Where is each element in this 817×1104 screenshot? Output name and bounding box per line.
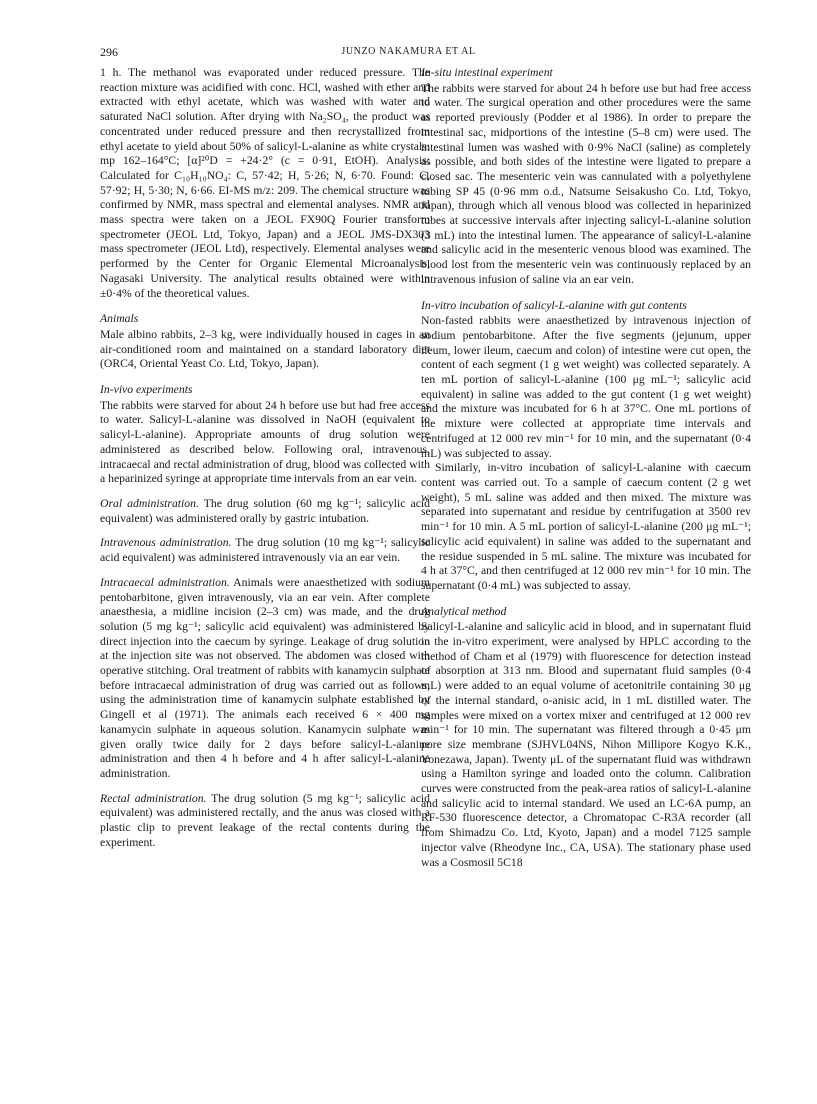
running-title: JUNZO NAKAMURA ET AL [341,46,476,57]
intracaecal-administration-paragraph [100,576,430,782]
oral-administration-paragraph [100,497,430,526]
intracaecal-administration-text: Animals were anaesthetized with sodium pentobarbitone, given intravenously, via an ear vein. After complete anaesthesia, a midline incision (2–3 cm) was made, and the drug solution (5 mg kg⁻¹; salicylic acid equivalent) was administered by direct injection into the caecum by syringe. Leakage of drug solution at the injection site was not observed. The abdomen was closed with operative stitching. Oral treatment of rabbits with kanamycin sulphate before intracaecal administration of drug was carried out as follows, using the administration time of kanamycin sulphate established by Gingell et al (1971). The animals each received 6 × 400 mg kanamycin sulphate in aqueous solution. Kanamycin sulphate was given orally twice daily for 2 days before salicyl-L-alanine administration and then 4 h before and 4 h after salicyl-L-alanine administration. [100,575,430,780]
rectal-administration-text: The drug solution (5 mg kg⁻¹; salicylic acid equivalent) was administered rectally, and the anus was closed with a plastic clip to prevent leakage of the rectal contents during the experiment. [100,791,431,849]
intracaecal-administration-label: Intracaecal administration. [100,575,230,589]
oral-administration-label: Oral administration. [100,496,199,510]
in-vitro-paragraph-2: Similarly, in-vitro incubation of salicyl-L-alanine with caecum content was carried out. To a sample of caecum content (2 g wet weight), 5 mL saline was added and then mixed. The mixture was separated into supernatant and residue by centrifugation at 3500 rev min⁻¹ for 10 min. A 5 mL portion of salicyl-L-alanine (200 μg mL⁻¹; salicylic acid equivalent) in saline was added to the supernatant and the residue suspended in 5 mL saline. The mixture was incubated for 4 h at 37°C, and then centrifuged at 12 000 rev min⁻¹ for 10 min. The supernatant (0·4 mL) was subjected to assay. [421,461,751,592]
in-vivo-paragraph: The rabbits were starved for about 24 h before use but had free access to water. Salicyl-L-alanine was dissolved in NaOH (equivalent to salicyl-L-alanine). Appropriate amounts of drug solution were administered as described below. Following oral, intravenous, intracaecal and rectal administration of drug, blood was collected with a heparinized syringe at appropriate time intervals from an ear vein. [100,398,430,486]
in-situ-paragraph: The rabbits were starved for about 24 h before use but had free access to water. The surgical operation and other procedures were the same as reported previously (Podder et al 1986). In order to prepare the intestinal sac, midportions of the intestine (5–8 cm) were used. The intestinal lumen was washed with 0·9% NaCl (saline) as completely as possible, and both sides of the intestine were ligated to prepare a closed sac. The mesenteric vein was cannulated with a polyethylene tubing SP 45 (0·96 mm o.d., Natsume Seisakusho Co. Ltd, Tokyo, Japan), through which all venous blood was collected in heparinized tubes at successive intervals after injecting salicyl-L-alanine solution (3 mL) into the intestinal lumen. The appearance of salicyl-L-alanine and salicylic acid in the mesenteric venous blood was examined. The blood lost from the mesenteric vein was continuously replaced by an intravenous infusion of saline via an ear vein. [421,81,751,286]
in-situ-heading: In-situ intestinal experiment [421,66,553,79]
right-column [421,66,751,870]
intravenous-administration-label: Intravenous administration. [100,536,232,550]
animals-paragraph: Male albino rabbits, 2–3 kg, were individually housed in cages in an air-conditioned room and maintained on a standard laboratory diet (ORC4, Oriental Yeast Co. Ltd, Tokyo, Japan). [100,327,430,371]
intravenous-administration-paragraph [100,536,430,565]
oral-administration-text: The drug solution (60 mg kg⁻¹; salicylic acid equivalent) was administered orally by gastric intubation. [100,496,430,525]
analytical-method-paragraph: Salicyl-L-alanine and salicylic acid in blood, and in supernatant fluid in the in-vitro experiment, were analysed by HPLC according to the method of Cham et al (1979) with fluorescence for detection instead of absorption at 313 nm. Blood and supernatant fluid samples (0·4 mL) were added to an equal volume of acetonitrile containing 30 μg of the internal standard, o-anisic acid, in 1 mL distilled water. The samples were mixed on a vortex mixer and centrifuged at 12 000 rev min⁻¹ for 10 min. The supernatant was filtered through a 0·45 μm pore size membrane (SJHVL04NS, Nihon Millipore Kogyo K.K., Yonezawa, Japan). Twenty μL of the supernatant fluid was withdrawn using a Hamilton syringe and loaded onto the column. Calibration curves were constructed from the peak-area ratios of salicyl-L-alanine and salicylic acid to internal standard. We used an LC-6A pump, an RF-530 fluorescence detector, a Chromatopac C-R3A recorder (all from Shimadzu Co. Ltd, Kyoto, Japan) and a model 7125 sample injector valve (Rheodyne Inc., CA, USA). The stationary phase used was a Cosmosil 5C18 [421,620,751,869]
animals-heading: Animals [100,312,139,326]
page-number: 296 [100,45,118,59]
synthesis-paragraph: 1 h. The methanol was evaporated under reduced pressure. The reaction mixture was acidified with conc. HCl, washed with ether and extracted with ethyl acetate, which was washed with water and saturated NaCl solution. After drying with Na₂SO₄, the product was concentrated under reduced pressure and then recrystallized from ethyl acetate to yield about 50% of salicyl-L-alanine as white crystals: mp 162–164°C; [α]²⁰D = +24·2° (c = 0·91, EtOH). Analysis: Calculated for C₁₀H₁₀NO₄: C, 57·42; H, 5·26; N, 6·70. Found: C, 57·92; H, 5·30; N, 6·66. EI-MS m/z: 209. The chemical structure was confirmed by NMR, mass spectral and elemental analyses. NMR and mass spectra were taken on a JEOL FX90Q Fourier transform spectrometer (JEOL Ltd, Tokyo, Japan) and a JEOL JMS-DX303 mass spectrometer (JEOL Ltd), respectively. Elemental analyses were performed by the Center for Organic Elemental Microanalysis, Nagasaki University. The analytical results obtained were within ±0·4% of the theoretical values. [100,66,430,300]
in-vitro-heading: In-vitro incubation of salicyl-L-alanine with gut contents [421,298,687,312]
intravenous-administration-text: The drug solution (10 mg kg⁻¹; salicylic acid equivalent) was administered intravenously via an ear vein. [100,536,430,565]
in-vivo-heading: In-vivo experiments [100,383,193,397]
rectal-administration-label: Rectal administration. [100,791,207,805]
in-vitro-paragraph-1: Non-fasted rabbits were anaesthetized by intravenous injection of sodium pentobarbitone. After the five segments (jejunum, upper ileum, lower ileum, caecum and colon) of intestine were cut open, the content of each segment (1 g wet weight) was collected separately. A ten mL portion of salicyl-L-alanine (100 μg mL⁻¹; salicylic acid equivalent) in saline was added to the gut content (1 g wet weight) and the mixture was incubated for 6 h at 37°C. One mL portions of the mixture were collected at appropriate time intervals and centrifuged at 12 000 rev min⁻¹ for 10 min, and the supernatant (0·4 mL) was subjected to assay. [421,314,751,460]
left-column [100,66,430,850]
rectal-administration-paragraph [100,792,430,851]
analytical-method-heading: Analytical method [421,604,507,618]
